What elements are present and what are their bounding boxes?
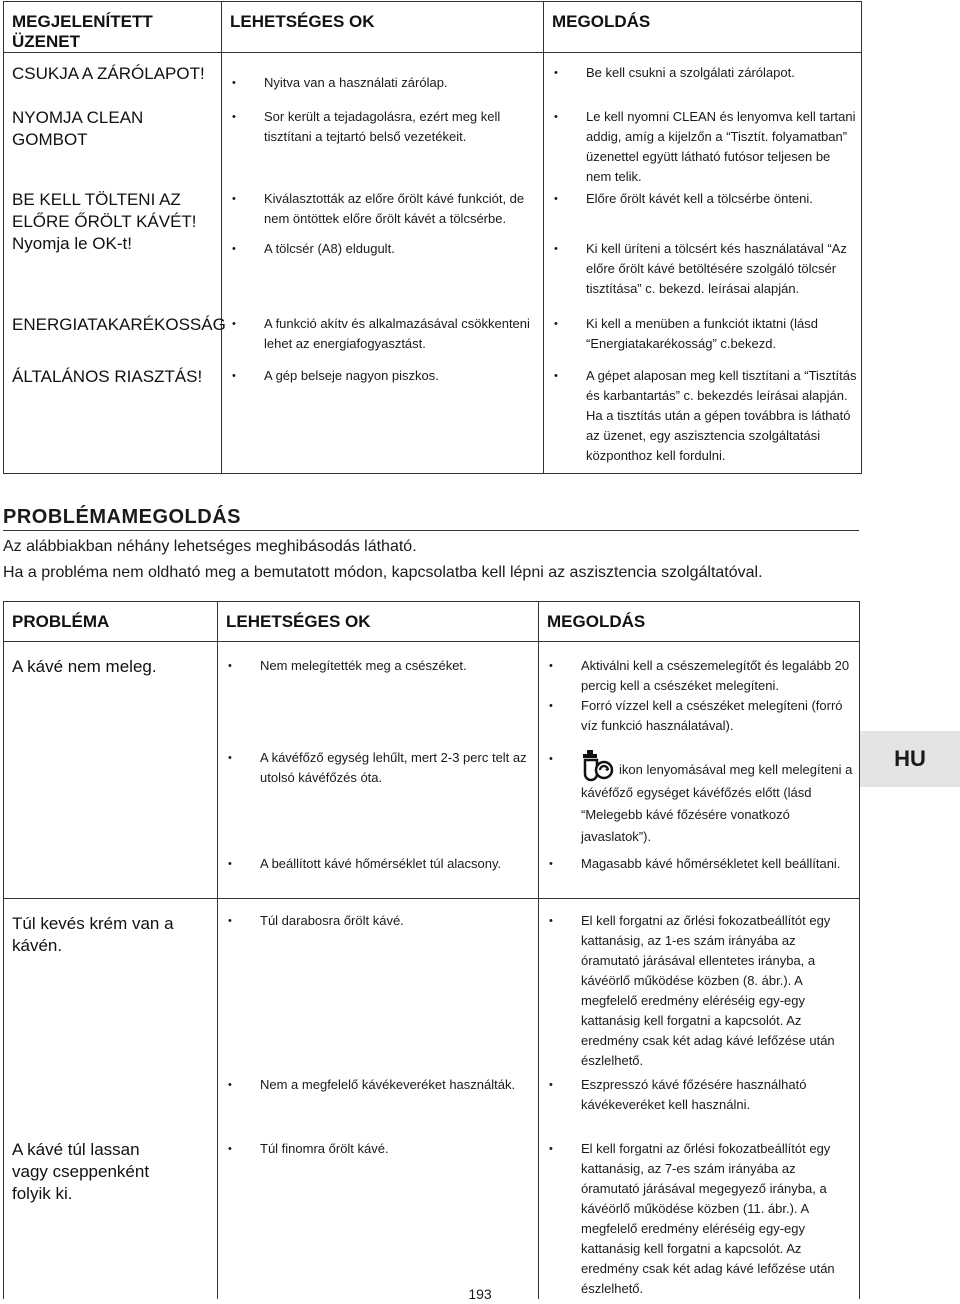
problem-2: Túl kevés krém van a kávén. [4, 898, 218, 1133]
solution-row-3b: • Ki kell üríteni a tölcsért kés használatával “Az előre őrölt kávé betöltésére szolgáló tölcsér tisztítása” c. bekezd. leírásai alapján. [544, 239, 857, 299]
solution-row-3: • Előre őrölt kávét kell a tölcsérbe önteni. [544, 189, 857, 209]
header-message: MEGJELENÍTETT ÜZENET [4, 2, 222, 53]
intro-line-2: Ha a probléma nem oldható meg a bemutatott módon, kapcsolatba kell lépni az aszisztencia szolgáltatóval. [3, 564, 763, 581]
cause-row-5: • A gép belseje nagyon piszkos. [222, 366, 539, 386]
coffee-cup-rinse-icon [581, 748, 615, 782]
p2-solution-1: • El kell forgatni az őrlési fokozatbeállítót egy kattanásig, az 1-es szám irányába az óramutató járásával ellentetes irányba, a kávéörlő működése közben (8. ábr.). A megfelelő eredmény eléréséig egy-egy kattanásig kell forgatni a kapcsolót. Az eredmény csak két adag kávé lefőzése után észlelhető. [539, 911, 855, 1071]
p1-solution-1b: • Forró vízzel kell a csészéket melegíteni (forró víz funkció használatával). [539, 696, 855, 736]
cause-row-3b: • A tölcsér (A8) eldugult. [222, 239, 539, 259]
p1-cause-2: • A kávéfőző egység lehűlt, mert 2-3 perc telt az utolsó kávéfőzés óta. [218, 748, 534, 788]
header-cause-2: LEHETSÉGES OK [218, 602, 539, 642]
header-solution-2: MEGOLDÁS [539, 602, 860, 642]
cause-row-4: • A funkció akítv és alkalmazásával csökkenteni lehet az energiafogyasztást. [222, 314, 539, 354]
p1-solution-3: • Magasabb kávé hőmérsékletet kell beállítani. [539, 854, 855, 874]
message-row-2: NYOMJA CLEAN GOMBOT [4, 95, 222, 187]
solution-row-5: • A gépet alaposan meg kell tisztítani a “Tisztítás és karbantartás” c. bekezdés leírásai alapján. Ha a tisztítás után a gépen továbbra is látható az üzenet, egy aszisztencia szolgáltatási központhoz kell fordulni. [544, 366, 857, 466]
p1-solution-1a: • Aktiválni kell a csészemelegítőt és legalább 20 percig kell a csészéket melegíteni. [539, 656, 855, 696]
cause-row-2: • Sor került a tejadagolásra, ezért meg kell tisztítani a tejtartó belső vezetékeit. [222, 107, 539, 147]
solution-row-2: • Le kell nyomni CLEAN és lenyomva kell tartani addig, amíg a kijelzőn a “Tisztít. folyamatban” üzenettel együtt látható futósor teljesen be nem telik. [544, 107, 857, 187]
p1-cause-1: • Nem melegítették meg a csészéket. [218, 656, 534, 676]
header-solution: MEGOLDÁS [544, 2, 862, 53]
problem-1: A kávé nem meleg. [4, 642, 218, 899]
solution-row-1: • Be kell csukni a szolgálati zárólapot. [544, 63, 857, 83]
page-number: 193 [468, 1286, 492, 1302]
problem-3: A kávé túl lassan vagy cseppenként folyik ki. [4, 1133, 218, 1299]
cause-row-3: • Kiválasztották az előre őrölt kávé funkciót, de nem öntöttek előre őrölt kávét a tölcsérbe. [222, 189, 539, 229]
message-row-4: ENERGIATAKARÉKOSSÁG [4, 312, 222, 362]
header-cause: LEHETSÉGES OK [222, 2, 544, 53]
p3-solution-1: • El kell forgatni az őrlési fokozatbeállítót egy kattanásig, az 7-es szám irányába az óramutató járásával megegyező irányba, a kávéörlő működése közben (11. ábr.). A megfelelő eredmény eléréséig egy-egy kattanásig kell forgatni a kapcsolót. Az eredmény csak két adag kávé lefőzése után észlelhető. [539, 1139, 855, 1299]
header-problem: PROBLÉMA [4, 602, 218, 642]
p1-solution-2: • ikon lenyomásával meg kell melegíteni a kávéfőző egységet kávéfőzés előtt (lásd “Melegebb kávé főzésére vonatkozó javaslatok”). [539, 748, 855, 848]
message-row-1: CSUKJA A ZÁRÓLAPOT! [4, 53, 222, 95]
p2-cause-1: • Túl darabosra őrölt kávé. [218, 911, 534, 931]
p3-cause-1: • Túl finomra őrölt kávé. [218, 1139, 534, 1159]
p2-solution-2: • Eszpresszó kávé főzésére használható kávékeveréket kell használni. [539, 1075, 855, 1115]
solution-row-4: • Ki kell a menüben a funkciót iktatni (lásd “Energiatakarékosság” c.bekezd. [544, 314, 857, 354]
section-title: PROBLÉMAMEGOLDÁS [3, 506, 859, 531]
messages-table [3, 1, 862, 474]
message-row-3: BE KELL TÖLTENI AZ ELŐRE ŐRÖLT KÁVÉT! Nyomja le OK-t! [4, 187, 222, 312]
p2-cause-2: • Nem a megfelelő kávékeveréket használták. [218, 1075, 534, 1095]
p1-cause-3: • A beállított kávé hőmérséklet túl alacsony. [218, 854, 534, 874]
cause-row-1: • Nyitva van a használati zárólap. [222, 73, 539, 93]
language-badge: HU [860, 731, 960, 787]
intro-line-1: Az alábbiakban néhány lehetséges meghibásodás látható. [3, 538, 417, 555]
troubleshooting-table [3, 601, 860, 1299]
message-row-5: ÁLTALÁNOS RIASZTÁS! [4, 362, 222, 474]
